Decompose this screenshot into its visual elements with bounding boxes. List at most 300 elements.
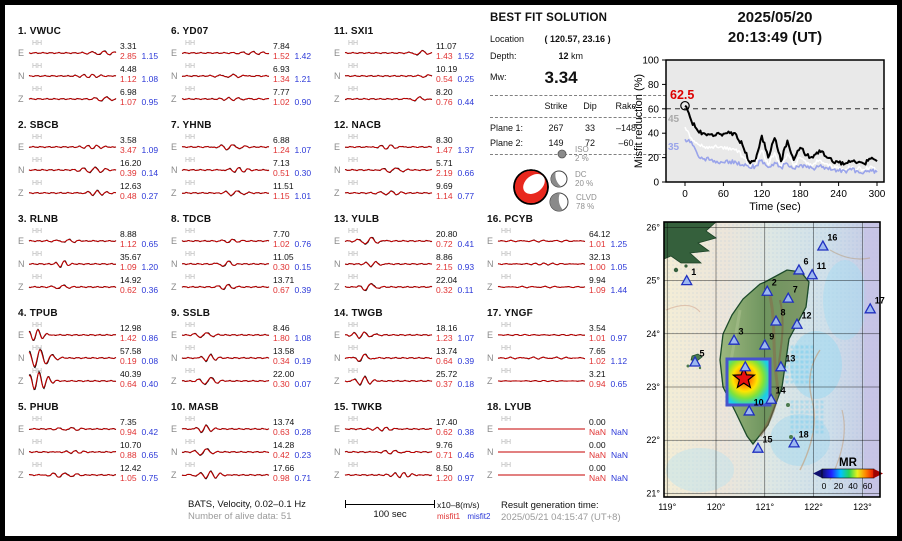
iso-item [550, 144, 589, 164]
channel-label: HH [185, 228, 196, 235]
misfit2-value: 0.65 [610, 378, 628, 389]
plane1-dip: 33 [584, 123, 595, 133]
trace-row [171, 345, 325, 368]
trace-row [18, 274, 172, 297]
misfit2-value: 0.86 [141, 332, 159, 343]
misfit2-value: 0.97 [610, 332, 628, 343]
waveform-trace [345, 462, 433, 485]
station-block [18, 214, 172, 297]
amplitude-unit [437, 500, 490, 522]
trace-row [487, 274, 641, 297]
trace-values [117, 251, 172, 274]
misfit1-value: 1.47 [436, 144, 453, 155]
channel-label: HH [501, 416, 512, 423]
amplitude-value: 6.98 [120, 87, 137, 97]
clvd-label: CLVD 78 % [576, 193, 597, 211]
station-number: 1 [691, 267, 697, 278]
misfit1-value: 0.64 [436, 355, 453, 366]
misfit1-value: 1.01 [589, 332, 606, 343]
component-label: Z [334, 188, 340, 198]
misfit1-value: 1.80 [273, 332, 290, 343]
channel-label: HH [348, 345, 359, 352]
waveform-trace [29, 40, 117, 63]
trace-row [334, 368, 488, 391]
amplitude-value: 7.13 [273, 158, 290, 168]
amplitude-value: 22.00 [273, 369, 295, 379]
mw-label: Mw: [490, 72, 507, 83]
misfit1-value: NaN [589, 426, 607, 437]
scalebar-line [345, 500, 435, 508]
misfit2-value: 0.11 [457, 284, 474, 295]
component-label: E [334, 424, 341, 434]
channel-label: HH [32, 416, 43, 423]
component-label: E [171, 330, 178, 340]
location-row [490, 34, 666, 44]
trace-values [433, 251, 488, 274]
channel-label: HH [501, 274, 512, 281]
channel-label: HH [501, 439, 512, 446]
component-label: N [18, 71, 25, 81]
channel-label: HH [348, 274, 359, 281]
misfit1-value: 0.42 [273, 449, 290, 460]
component-label: E [18, 424, 25, 434]
channel-label: HH [348, 63, 359, 70]
misfit2-value: 0.25 [457, 73, 475, 84]
component-label: Z [18, 282, 24, 292]
waveform-trace [29, 63, 117, 86]
channel-label: HH [32, 274, 43, 281]
amplitude-value: 8.86 [436, 252, 453, 262]
waveform-trace [182, 180, 270, 203]
misfit2-value: 1.21 [294, 73, 312, 84]
misfit1-value: 1.43 [436, 50, 453, 61]
trace-row [171, 251, 325, 274]
misfit1-value: 0.98 [273, 472, 290, 483]
channel-label: HH [32, 251, 43, 258]
station-block [18, 402, 172, 485]
amplitude-value: 7.65 [589, 346, 606, 356]
mw-value: 3.34 [544, 68, 578, 87]
component-label: N [334, 353, 341, 363]
misfit1-value: 1.14 [436, 190, 453, 201]
misfit1-value: NaN [589, 472, 607, 483]
component-label: Z [171, 376, 177, 386]
component-label: N [171, 71, 178, 81]
trace-row [18, 157, 172, 180]
amplitude-value: 40.39 [120, 369, 142, 379]
amplitude-value: 32.13 [589, 252, 611, 262]
misfit2-value: 0.40 [141, 378, 159, 389]
bandpass-info: BATS, Velocity, 0.02–0.1 Hz [188, 499, 306, 510]
plane2-strike: 149 [548, 138, 564, 148]
misfit1-value: 1.02 [273, 238, 290, 249]
col-strike: Strike [544, 101, 568, 111]
station-number: 10 [753, 397, 764, 408]
misfit2-value: 1.52 [457, 50, 475, 61]
trace-row [171, 368, 325, 391]
trace-row [487, 368, 641, 391]
station-number: 16 [827, 232, 838, 243]
amplitude-value: 12.98 [120, 323, 142, 333]
channel-label: HH [32, 134, 43, 141]
misfit1-value: 0.30 [273, 261, 290, 272]
misfit2-value: 0.36 [141, 284, 159, 295]
amplitude-value: 14.28 [273, 440, 295, 450]
trace-row [171, 228, 325, 251]
misfit1-value: 1.12 [120, 73, 137, 84]
svg-text:100: 100 [642, 55, 659, 67]
svg-text:240: 240 [830, 189, 847, 200]
amplitude-value: 11.07 [436, 41, 457, 51]
trace-values [586, 274, 641, 297]
trace-row [18, 63, 172, 86]
station-block [334, 402, 488, 485]
amplitude-value: 8.50 [436, 463, 453, 473]
misfit1-value: 0.72 [436, 238, 453, 249]
misfit2-value: 1.09 [141, 144, 159, 155]
component-label: E [171, 48, 178, 58]
waveform-trace [498, 251, 586, 274]
waveform-trace [29, 345, 117, 368]
component-label: E [18, 142, 25, 152]
component-label: N [171, 447, 178, 457]
depth-unit: km [571, 51, 584, 61]
station-number: 5 [699, 348, 705, 359]
trace-values [433, 345, 488, 368]
event-time: 20:13:49 (UT) [727, 29, 823, 46]
dc-item [548, 168, 593, 190]
component-label: Z [334, 282, 340, 292]
trace-row [171, 86, 325, 109]
station-title: 14. TWGB [334, 308, 383, 319]
component-label: Z [18, 94, 24, 104]
waveform-trace [182, 134, 270, 157]
station-title: 8. TDCB [171, 214, 212, 225]
misfit1-value: 0.94 [589, 378, 606, 389]
svg-text:20: 20 [647, 153, 659, 165]
component-label: E [334, 330, 341, 340]
misfit2-value: 1.07 [457, 332, 475, 343]
component-label: E [18, 236, 25, 246]
trace-row [171, 274, 325, 297]
unit-text: x10–8(m/s) [437, 500, 480, 510]
amplitude-value: 9.94 [589, 275, 606, 285]
waveform-trace [345, 134, 433, 157]
misfit1-value: NaN [589, 449, 607, 460]
trace-row [334, 251, 488, 274]
amplitude-value: 13.71 [273, 275, 295, 285]
trace-values [586, 251, 641, 274]
misfit2-value: 1.08 [141, 73, 159, 84]
component-label: E [18, 48, 25, 58]
waveform-trace [345, 40, 433, 63]
trace-values [586, 228, 641, 251]
amplitude-value: 22.04 [436, 275, 458, 285]
component-label: E [334, 48, 341, 58]
misfit2-value: 1.05 [610, 261, 628, 272]
station-block [487, 214, 641, 297]
station-title: 5. PHUB [18, 402, 59, 413]
amplitude-value: 25.72 [436, 369, 458, 379]
channel-label: HH [185, 40, 196, 47]
trace-row [18, 322, 172, 345]
amplitude-value: 10.70 [120, 440, 142, 450]
waveform-trace [345, 416, 433, 439]
misfit2-value: 0.90 [294, 96, 312, 107]
plane1-label: Plane 1: [490, 123, 524, 133]
location-label: Location [490, 34, 525, 44]
trace-row [487, 416, 641, 439]
waveform-trace [182, 86, 270, 109]
component-label: Z [487, 470, 493, 480]
component-label: N [18, 165, 25, 175]
amplitude-value: 8.88 [120, 229, 137, 239]
waveform-trace [182, 228, 270, 251]
channel-label: HH [185, 86, 196, 93]
time-scalebar [345, 500, 435, 520]
channel-label: HH [501, 322, 512, 329]
trace-values [433, 439, 488, 462]
dc-ball-icon [548, 168, 570, 190]
channel-label: HH [32, 180, 43, 187]
station-title: 2. SBCB [18, 120, 59, 131]
trace-row [171, 157, 325, 180]
trace-row [334, 462, 488, 485]
station-block [171, 402, 325, 485]
misfit2-value: 0.19 [294, 355, 312, 366]
component-label: N [334, 71, 341, 81]
waveform-trace [498, 228, 586, 251]
misfit2-value: 0.95 [141, 96, 159, 107]
misfit2-value: NaN [611, 426, 629, 437]
component-label: E [487, 236, 494, 246]
amplitude-value: 8.30 [436, 135, 453, 145]
trace-values [270, 439, 325, 462]
channel-label: HH [185, 439, 196, 446]
station-block [171, 214, 325, 297]
station-title: 1. VWUC [18, 26, 62, 37]
misfit1-value: 2.85 [120, 50, 137, 61]
channel-label: HH [32, 63, 43, 70]
channel-label: HH [501, 462, 512, 469]
trace-values [117, 439, 172, 462]
channel-label: HH [185, 274, 196, 281]
misfit1-value: 0.88 [120, 449, 137, 460]
channel-label: HH [348, 439, 359, 446]
trace-row [171, 416, 325, 439]
channel-label: HH [185, 63, 196, 70]
location-value: ( 120.57, 23.16 ) [544, 34, 611, 44]
trace-row [18, 345, 172, 368]
taiwan-station-map [640, 214, 902, 516]
channel-label: HH [185, 462, 196, 469]
svg-text:300: 300 [868, 189, 886, 200]
channel-label: HH [185, 251, 196, 258]
component-label: Z [487, 282, 493, 292]
station-title: 13. YULB [334, 214, 380, 225]
station-block [18, 120, 172, 203]
trace-row [334, 228, 488, 251]
trace-values [117, 134, 172, 157]
trace-row [334, 416, 488, 439]
trace-values [433, 274, 488, 297]
trace-values [586, 439, 641, 462]
trace-row [171, 63, 325, 86]
misfit2-value: 0.39 [457, 355, 475, 366]
trace-values [117, 40, 172, 63]
misfit1-value: 0.54 [436, 73, 453, 84]
station-number: 6 [803, 256, 809, 267]
depth-value: 12 [558, 51, 569, 61]
waveform-trace [345, 157, 433, 180]
trace-row [487, 228, 641, 251]
trace-row [334, 345, 488, 368]
station-block [334, 120, 488, 203]
component-label: Z [334, 94, 340, 104]
waveform-trace [182, 274, 270, 297]
channel-label: HH [348, 228, 359, 235]
channel-label: HH [348, 86, 359, 93]
amplitude-value: 12.63 [120, 181, 142, 191]
component-label: N [487, 353, 494, 363]
station-block [334, 26, 488, 109]
amplitude-value: 7.35 [120, 417, 137, 427]
trace-row [487, 439, 641, 462]
amplitude-value: 20.80 [436, 229, 458, 239]
channel-label: HH [501, 345, 512, 352]
misfit2-value: 0.65 [141, 449, 159, 460]
misfit1-value: 1.02 [589, 355, 606, 366]
station-number: 3 [738, 326, 744, 337]
waveform-trace [498, 462, 586, 485]
station-title: 17. YNGF [487, 308, 533, 319]
misfit1-value: 0.30 [273, 378, 290, 389]
waveform-trace [345, 322, 433, 345]
svg-text:25°: 25° [646, 275, 660, 286]
svg-text:119°: 119° [658, 502, 677, 512]
trace-row [334, 180, 488, 203]
trace-values [117, 368, 172, 391]
component-label: E [487, 330, 494, 340]
col-rake: Rake [615, 101, 637, 111]
generation-label: Result generation time: [501, 500, 599, 511]
component-label: E [487, 424, 494, 434]
channel-label: HH [32, 345, 43, 352]
trace-row [171, 40, 325, 63]
component-label: E [18, 330, 25, 340]
generation-time [501, 500, 621, 524]
component-label: E [171, 424, 178, 434]
component-label: Z [171, 94, 177, 104]
misfit2-value: 0.75 [141, 472, 159, 483]
waveform-trace [182, 40, 270, 63]
svg-text:24°: 24° [646, 328, 660, 339]
trace-values [117, 416, 172, 439]
trace-values [117, 157, 172, 180]
misfit1-value: 1.00 [589, 261, 606, 272]
svg-text:21°: 21° [646, 488, 660, 499]
svg-text:122°: 122° [804, 502, 823, 512]
iso-label: ISO 2 % [575, 145, 589, 163]
channel-label: HH [32, 157, 43, 164]
trace-row [18, 40, 172, 63]
trace-values [586, 368, 641, 391]
station-block [334, 214, 488, 297]
misfit1-value: 1.23 [436, 332, 453, 343]
component-label: N [171, 165, 178, 175]
component-label: N [487, 259, 494, 269]
channel-label: HH [32, 462, 43, 469]
channel-label: HH [348, 322, 359, 329]
trace-values [433, 322, 488, 345]
trace-values [270, 86, 325, 109]
misfit2-value: 1.20 [141, 261, 159, 272]
component-label: Z [18, 188, 24, 198]
trace-values [117, 228, 172, 251]
amplitude-value: 18.16 [436, 323, 458, 333]
svg-text:180: 180 [791, 189, 809, 200]
component-label: N [18, 353, 25, 363]
amplitude-value: 8.20 [436, 87, 453, 97]
waveform-trace [182, 345, 270, 368]
amplitude-value: 5.71 [436, 158, 453, 168]
misfit1-value: 1.15 [273, 190, 290, 201]
trace-values [586, 462, 641, 485]
amplitude-value: 57.58 [120, 346, 142, 356]
component-label: Z [334, 376, 340, 386]
component-label: Z [171, 282, 177, 292]
component-label: Z [18, 376, 24, 386]
component-label: N [171, 259, 178, 269]
misfit1-value: 1.07 [120, 96, 137, 107]
misfit2-value: 0.23 [294, 449, 312, 460]
svg-text:123°: 123° [853, 502, 872, 512]
component-label: N [18, 447, 25, 457]
waveform-trace [29, 251, 117, 274]
trace-values [270, 416, 325, 439]
trace-row [171, 439, 325, 462]
trace-values [270, 157, 325, 180]
trace-row [334, 134, 488, 157]
component-label: N [18, 259, 25, 269]
misfit1-value: 1.24 [273, 144, 290, 155]
trace-row [334, 274, 488, 297]
misfit1-value: 1.20 [436, 472, 453, 483]
trace-values [433, 368, 488, 391]
channel-label: HH [501, 368, 512, 375]
misfit1-value: 0.67 [273, 284, 290, 295]
misfit1-value: 0.63 [273, 426, 290, 437]
amplitude-value: 14.92 [120, 275, 142, 285]
trace-values [433, 157, 488, 180]
trace-values [270, 40, 325, 63]
station-title: 10. MASB [171, 402, 219, 413]
trace-values [270, 274, 325, 297]
misfit2-value: 0.18 [457, 378, 475, 389]
svg-text:0: 0 [682, 189, 688, 200]
plane1-rake: –148 [615, 123, 637, 133]
trace-row [18, 251, 172, 274]
plane2-label: Plane 2: [490, 138, 524, 148]
trace-values [433, 228, 488, 251]
misfit1-value: 0.37 [436, 378, 453, 389]
misfit-reduction-plot [630, 50, 902, 215]
component-label: Z [334, 470, 340, 480]
svg-text:26°: 26° [646, 222, 660, 233]
station-number: 17 [874, 295, 885, 306]
misfit2-value: 0.38 [457, 426, 475, 437]
trace-values [433, 462, 488, 485]
